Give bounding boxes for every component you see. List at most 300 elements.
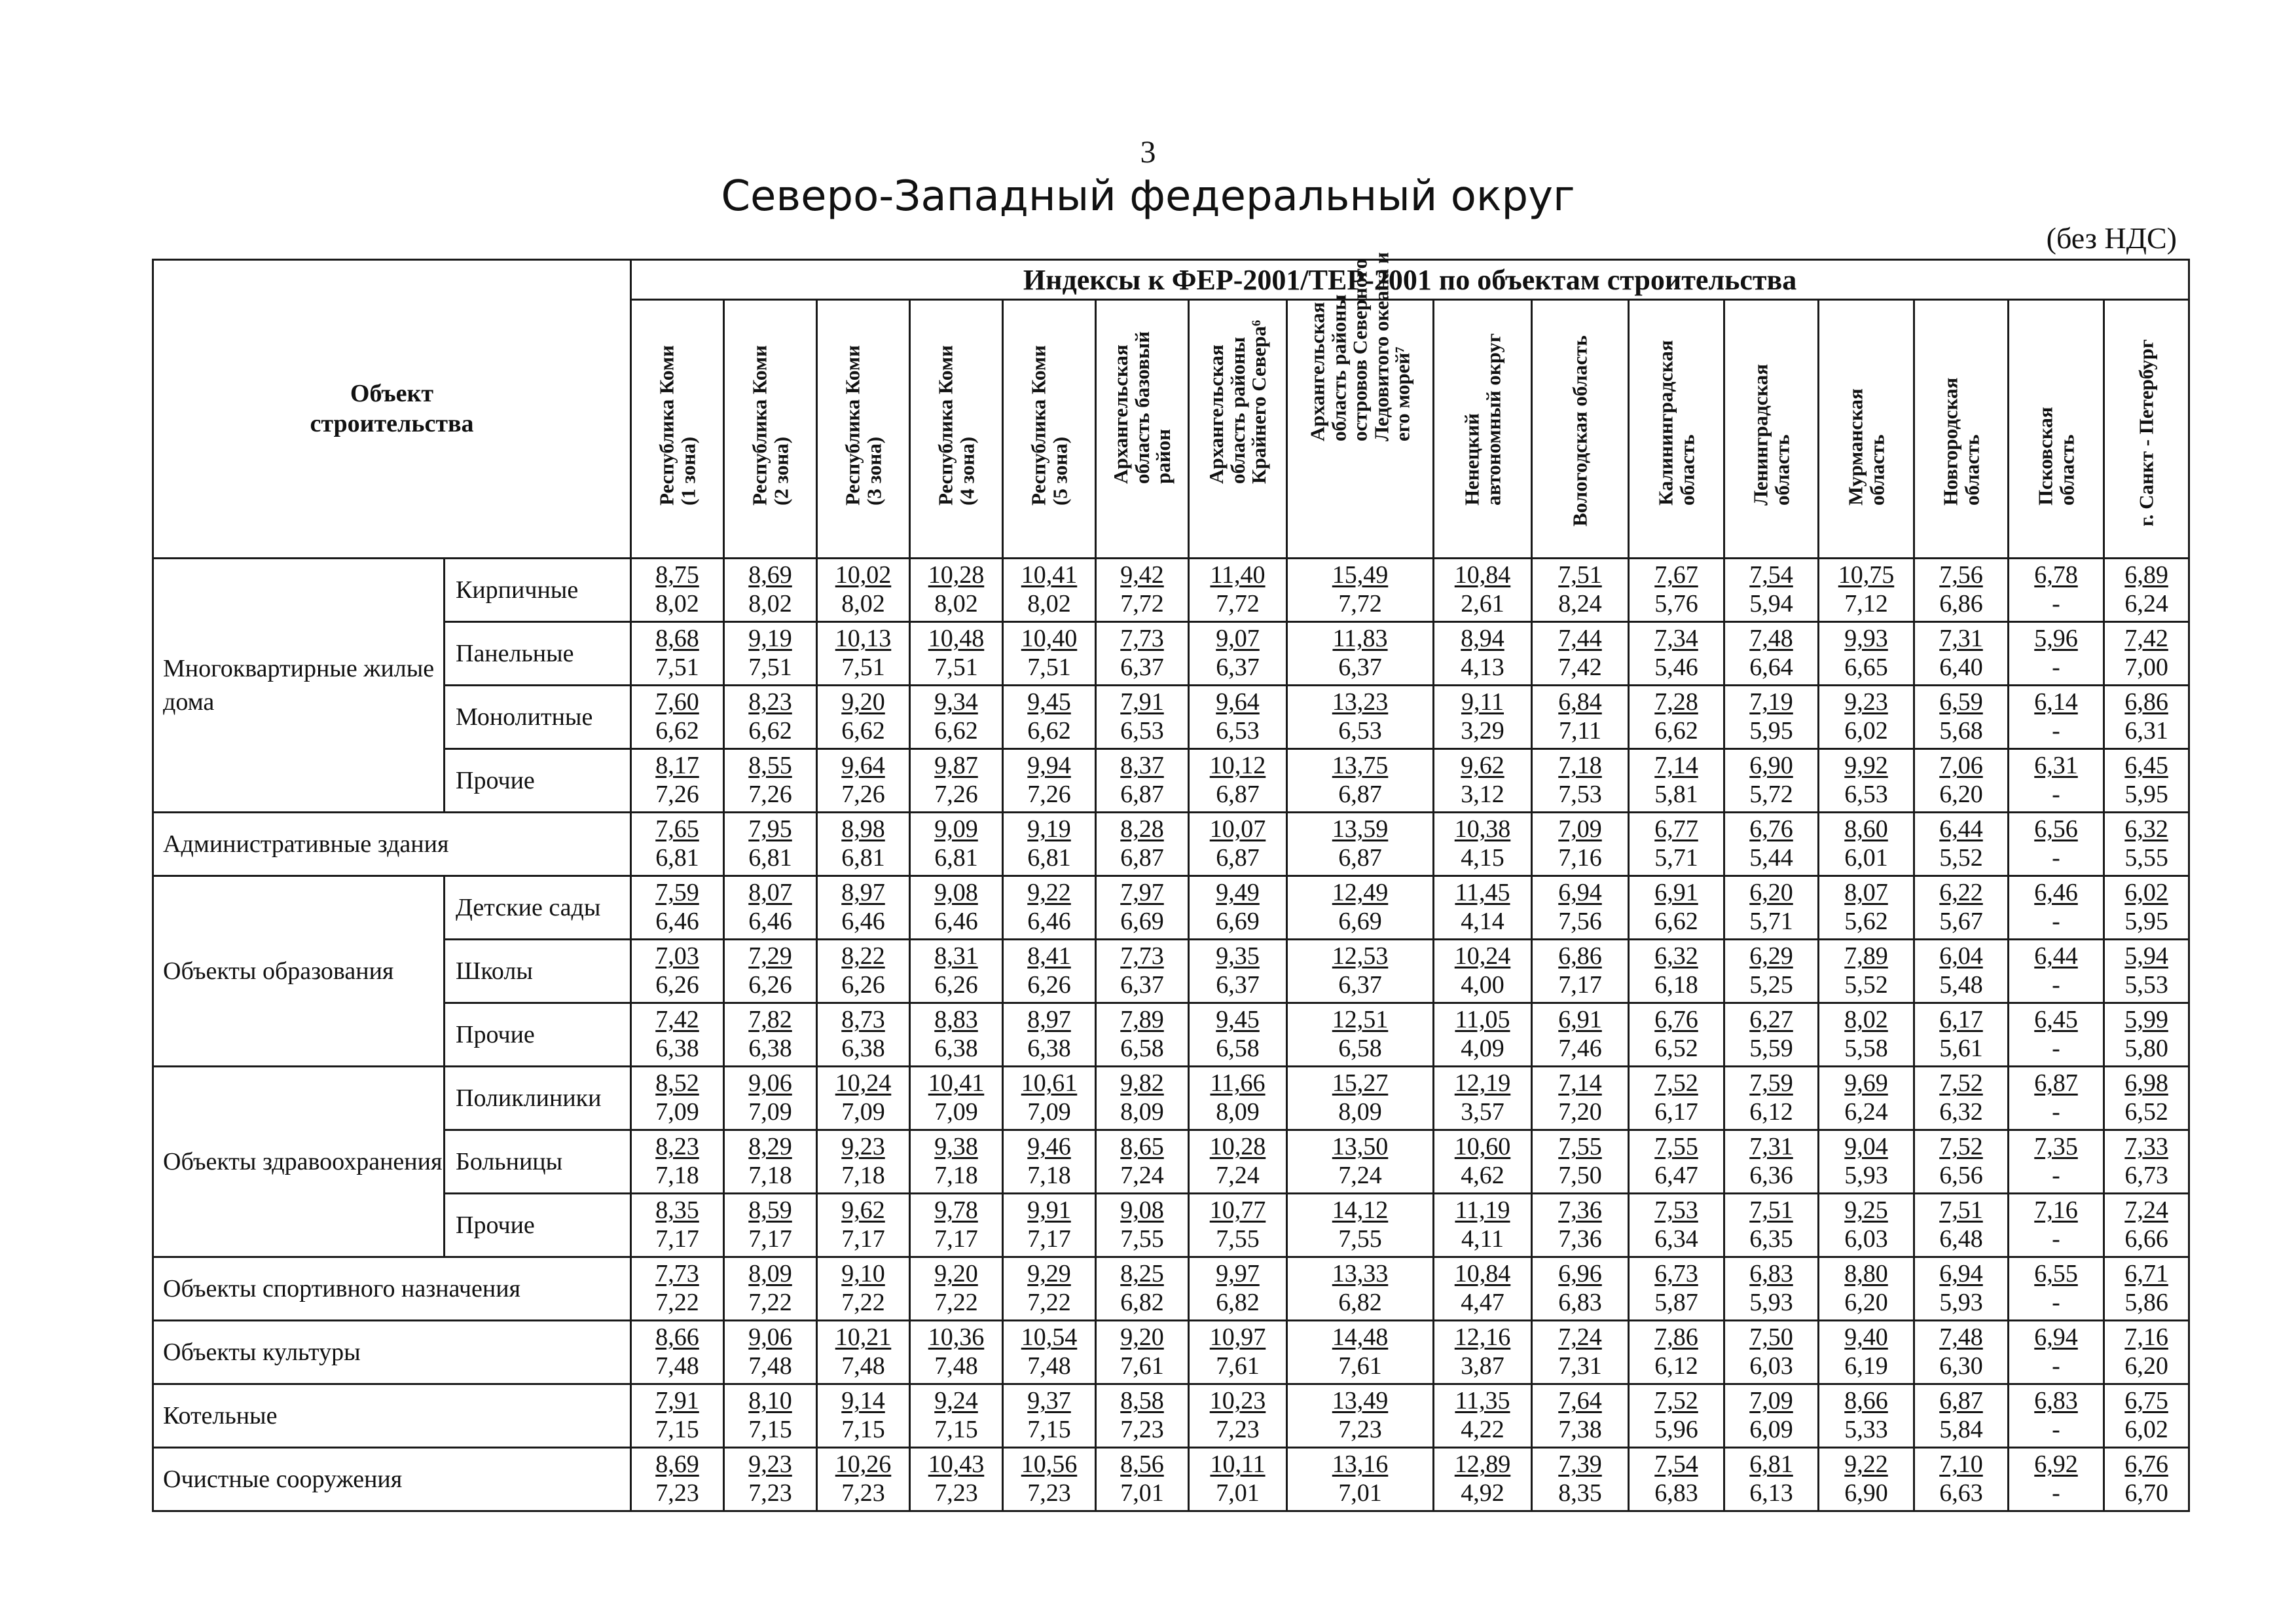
- index-value-bottom: 7,01: [1120, 1479, 1164, 1507]
- index-value-top: 8,58: [1120, 1387, 1164, 1415]
- index-value-top: 9,19: [1027, 815, 1071, 843]
- index-cell: [2104, 1257, 2189, 1321]
- index-value-bottom: 6,53: [1844, 781, 1888, 808]
- index-cell: [1003, 686, 1096, 749]
- index-cell: [2009, 686, 2104, 749]
- index-value-top: 10,07: [1209, 815, 1266, 843]
- index-value-top: 5,99: [2124, 1006, 2168, 1034]
- index-value-top: 7,18: [1558, 752, 1602, 780]
- index-value-bottom: -: [2052, 1225, 2060, 1253]
- index-value-bottom: 7,55: [1216, 1225, 1260, 1253]
- index-value-bottom: 7,24: [1120, 1162, 1164, 1189]
- index-cell: [1096, 813, 1189, 876]
- index-value-top: 9,20: [1120, 1323, 1164, 1352]
- index-cell: [817, 1067, 910, 1130]
- region-name-line: (1 зона): [676, 436, 699, 506]
- index-cell: [910, 1321, 1003, 1384]
- index-value-bottom: 6,62: [1654, 908, 1698, 935]
- index-value-top: 6,75: [2124, 1387, 2168, 1415]
- index-value-top: 15,49: [1332, 561, 1389, 589]
- index-value-bottom: -: [2052, 1098, 2060, 1126]
- region-column-header: [1096, 300, 1189, 559]
- table-row: [153, 1257, 2189, 1321]
- index-cell: [1003, 1067, 1096, 1130]
- index-value-bottom: -: [2052, 1162, 2060, 1189]
- index-cell: [2104, 686, 2189, 749]
- index-value-bottom: 7,17: [655, 1225, 699, 1253]
- index-cell: [817, 1257, 910, 1321]
- index-value-bottom: -: [2052, 590, 2060, 618]
- index-value-top: 8,02: [1844, 1006, 1888, 1034]
- index-cell: [1819, 559, 1914, 622]
- index-value-top: 6,84: [1558, 688, 1602, 716]
- index-value-top: 9,64: [1216, 688, 1260, 716]
- index-value-bottom: 6,09: [1749, 1416, 1793, 1443]
- index-value-top: 7,06: [1939, 752, 1983, 780]
- index-cell: [1724, 1384, 1819, 1448]
- region-name-line: Крайнего Севера⁶: [1247, 320, 1270, 485]
- region-column-header: [1819, 300, 1914, 559]
- index-value-bottom: -: [2052, 971, 2060, 999]
- index-cell: [817, 1448, 910, 1511]
- index-cell: [631, 1384, 724, 1448]
- index-cell: [1532, 1448, 1629, 1511]
- index-value-bottom: 6,37: [1120, 971, 1164, 999]
- region-name: [1569, 336, 1591, 527]
- index-value-top: 7,59: [1749, 1069, 1793, 1098]
- index-cell: [1724, 1067, 1819, 1130]
- index-value-bottom: 6,63: [1939, 1479, 1983, 1507]
- index-value-bottom: 8,02: [655, 590, 699, 618]
- object-label: Очистные сооружения: [153, 1448, 631, 1511]
- index-cell: [910, 876, 1003, 940]
- index-cell: [1532, 1384, 1629, 1448]
- index-value-top: 6,86: [1558, 942, 1602, 970]
- index-cell: [724, 1257, 817, 1321]
- index-value-top: 12,89: [1454, 1450, 1511, 1479]
- index-cell: [724, 1130, 817, 1194]
- index-value-top: 10,84: [1454, 1260, 1511, 1288]
- index-value-top: 10,21: [835, 1323, 892, 1352]
- index-value-top: 6,94: [2034, 1323, 2078, 1352]
- index-value-bottom: 7,17: [748, 1225, 792, 1253]
- index-value-bottom: 6,37: [1338, 971, 1382, 999]
- index-value-bottom: 7,18: [1027, 1162, 1071, 1189]
- index-value-bottom: 6,35: [1749, 1225, 1793, 1253]
- region-name-line: Ленинградская: [1748, 363, 1772, 506]
- index-value-bottom: 7,23: [1216, 1416, 1260, 1443]
- index-cell: [631, 1194, 724, 1257]
- index-value-top: 6,83: [1749, 1260, 1793, 1288]
- region-name-line: Ледовитого океана и: [1369, 252, 1393, 442]
- index-cell: [1096, 940, 1189, 1003]
- index-value-top: 7,86: [1654, 1323, 1698, 1352]
- index-value-bottom: 7,17: [1027, 1225, 1071, 1253]
- index-value-bottom: 5,48: [1939, 971, 1983, 999]
- index-value-bottom: 2,61: [1461, 590, 1504, 618]
- region-name-line: Псковская: [2033, 407, 2056, 506]
- index-value-top: 6,89: [2124, 561, 2168, 589]
- index-value-top: 7,67: [1654, 561, 1698, 589]
- index-cell: [1287, 1384, 1434, 1448]
- index-value-top: 7,35: [2034, 1133, 2078, 1161]
- index-value-bottom: 7,50: [1558, 1162, 1602, 1189]
- region-name: [1206, 320, 1270, 484]
- index-cell: [2009, 1257, 2104, 1321]
- index-cell: [1189, 686, 1287, 749]
- index-value-top: 10,23: [1209, 1387, 1266, 1415]
- index-value-bottom: 6,87: [1120, 781, 1164, 808]
- index-value-top: 6,98: [2124, 1069, 2168, 1098]
- index-value-top: 7,73: [1120, 625, 1164, 653]
- index-cell: [2009, 813, 2104, 876]
- index-value-bottom: 6,83: [1558, 1289, 1602, 1316]
- index-cell: [1532, 1003, 1629, 1067]
- index-value-bottom: 7,23: [748, 1479, 792, 1507]
- index-value-bottom: 7,17: [841, 1225, 885, 1253]
- index-value-top: 10,61: [1021, 1069, 1078, 1098]
- region-name-line: (5 зона): [1048, 436, 1071, 506]
- index-cell: [1287, 686, 1434, 749]
- index-value-bottom: 7,22: [1027, 1289, 1071, 1316]
- region-name-line: Калининградская: [1653, 340, 1677, 506]
- index-value-top: 8,97: [841, 879, 885, 907]
- index-value-bottom: 7,17: [1558, 971, 1602, 999]
- group-label: Многоквартирные жилые дома: [153, 559, 445, 813]
- index-cell: [631, 1257, 724, 1321]
- index-cell: [1189, 1257, 1287, 1321]
- index-value-bottom: 7,15: [748, 1416, 792, 1443]
- index-value-bottom: 8,02: [1027, 590, 1071, 618]
- index-value-bottom: 6,19: [1844, 1352, 1888, 1380]
- index-value-top: 8,52: [655, 1069, 699, 1098]
- region-column-header: [1189, 300, 1287, 559]
- index-value-bottom: 7,09: [748, 1098, 792, 1126]
- index-cell: [1434, 876, 1532, 940]
- index-value-bottom: 6,24: [1844, 1098, 1888, 1126]
- index-value-top: 7,54: [1654, 1450, 1698, 1479]
- region-name-line: Республика Коми: [654, 345, 678, 506]
- index-cell: [1096, 749, 1189, 813]
- index-cell: [724, 940, 817, 1003]
- index-value-bottom: 6,26: [655, 971, 699, 999]
- index-value-bottom: 6,20: [1844, 1289, 1888, 1316]
- index-value-bottom: 7,26: [655, 781, 699, 808]
- object-label: Административные здания: [153, 813, 631, 876]
- index-cell: [631, 1321, 724, 1384]
- index-value-bottom: 7,24: [1338, 1162, 1382, 1189]
- index-cell: [1914, 1194, 2009, 1257]
- index-value-bottom: 7,09: [655, 1098, 699, 1126]
- index-value-top: 6,76: [1749, 815, 1793, 843]
- index-value-top: 13,75: [1332, 752, 1389, 780]
- index-value-bottom: 6,46: [1027, 908, 1071, 935]
- index-value-top: 7,42: [655, 1006, 699, 1034]
- index-cell: [1629, 749, 1724, 813]
- index-value-top: 6,45: [2034, 1006, 2078, 1034]
- index-cell: [910, 1257, 1003, 1321]
- index-cell: [910, 1194, 1003, 1257]
- index-value-top: 13,59: [1332, 815, 1389, 843]
- region-name-line: область: [1675, 434, 1698, 506]
- index-cell: [1189, 876, 1287, 940]
- index-value-top: 14,48: [1332, 1323, 1389, 1352]
- index-cell: [724, 622, 817, 686]
- index-cell: [1724, 940, 1819, 1003]
- index-value-top: 11,05: [1455, 1006, 1510, 1034]
- index-value-top: 7,54: [1749, 561, 1793, 589]
- index-value-top: 7,51: [1749, 1196, 1793, 1225]
- index-cell: [817, 940, 910, 1003]
- index-value-top: 7,65: [655, 815, 699, 843]
- index-cell: [1003, 1448, 1096, 1511]
- index-cell: [1003, 1003, 1096, 1067]
- region-name-line: район: [1151, 429, 1175, 485]
- index-value-bottom: 5,93: [1749, 1289, 1793, 1316]
- index-value-bottom: 6,62: [1027, 717, 1071, 745]
- subtype-label: Прочие: [445, 1194, 631, 1257]
- index-cell: [1434, 1321, 1532, 1384]
- index-value-bottom: 6,87: [1120, 844, 1164, 872]
- index-cell: [1434, 622, 1532, 686]
- region-column-header: [631, 300, 724, 559]
- subtype-label: Прочие: [445, 1003, 631, 1067]
- index-cell: [910, 622, 1003, 686]
- index-value-top: 6,44: [2034, 942, 2078, 970]
- index-value-bottom: 7,12: [1844, 590, 1888, 618]
- index-value-bottom: 7,48: [841, 1352, 885, 1380]
- index-cell: [1532, 1257, 1629, 1321]
- index-cell: [1003, 1130, 1096, 1194]
- index-value-top: 11,40: [1210, 561, 1266, 589]
- index-value-bottom: 7,51: [748, 654, 792, 681]
- index-value-top: 9,24: [934, 1387, 978, 1415]
- index-cell: [1434, 1194, 1532, 1257]
- index-value-bottom: 5,61: [1939, 1035, 1983, 1062]
- index-cell: [1914, 940, 2009, 1003]
- index-cell: [817, 622, 910, 686]
- index-cell: [724, 1003, 817, 1067]
- index-value-top: 7,10: [1939, 1450, 1983, 1479]
- index-value-top: 13,49: [1332, 1387, 1389, 1415]
- index-value-top: 9,04: [1844, 1133, 1888, 1161]
- index-cell: [1914, 686, 2009, 749]
- index-value-top: 9,35: [1216, 942, 1260, 970]
- index-value-top: 9,92: [1844, 752, 1888, 780]
- index-value-bottom: 7,42: [1558, 654, 1602, 681]
- index-value-bottom: 5,84: [1939, 1416, 1983, 1443]
- index-value-bottom: 6,26: [934, 971, 978, 999]
- index-value-top: 8,73: [841, 1006, 885, 1034]
- index-cell: [2104, 559, 2189, 622]
- index-value-bottom: 6,62: [841, 717, 885, 745]
- index-cell: [1096, 559, 1189, 622]
- table-row: [153, 1448, 2189, 1511]
- index-value-bottom: 6,20: [2124, 1352, 2168, 1380]
- index-value-top: 10,11: [1210, 1450, 1266, 1479]
- index-cell: [1096, 1448, 1189, 1511]
- index-value-bottom: 5,95: [1749, 717, 1793, 745]
- index-value-bottom: 7,51: [655, 654, 699, 681]
- index-cell: [2009, 1130, 2104, 1194]
- index-value-bottom: 7,24: [1216, 1162, 1260, 1189]
- index-value-top: 6,55: [2034, 1260, 2078, 1288]
- index-value-bottom: 5,55: [2124, 844, 2168, 872]
- index-value-bottom: 7,23: [1120, 1416, 1164, 1443]
- index-value-bottom: 8,24: [1558, 590, 1602, 618]
- index-cell: [1629, 940, 1724, 1003]
- index-value-top: 8,66: [655, 1323, 699, 1352]
- region-name-line: Мурманская: [1843, 388, 1867, 506]
- index-value-top: 9,37: [1027, 1387, 1071, 1415]
- subtype-label: Школы: [445, 940, 631, 1003]
- index-value-bottom: 6,90: [1844, 1479, 1888, 1507]
- index-value-bottom: 8,09: [1338, 1098, 1382, 1126]
- index-value-top: 9,08: [1120, 1196, 1164, 1225]
- index-value-bottom: 5,94: [1749, 590, 1793, 618]
- index-value-bottom: 6,56: [1939, 1162, 1983, 1189]
- subtype-label: Поликлиники: [445, 1067, 631, 1130]
- region-column-header: [1914, 300, 2009, 559]
- index-value-top: 8,25: [1120, 1260, 1164, 1288]
- index-value-top: 7,24: [1558, 1323, 1602, 1352]
- index-value-bottom: 5,81: [1654, 781, 1698, 808]
- subtype-label: Панельные: [445, 622, 631, 686]
- index-value-bottom: 7,09: [934, 1098, 978, 1126]
- index-cell: [724, 1194, 817, 1257]
- index-value-bottom: 4,92: [1461, 1479, 1504, 1507]
- index-cell: [1287, 559, 1434, 622]
- index-cell: [631, 1003, 724, 1067]
- index-value-top: 9,46: [1027, 1133, 1071, 1161]
- table-row: [153, 940, 2189, 1003]
- index-value-top: 9,23: [841, 1133, 885, 1161]
- index-value-top: 10,26: [835, 1450, 892, 1479]
- index-value-top: 9,62: [1461, 752, 1504, 780]
- index-value-top: 8,75: [655, 561, 699, 589]
- index-cell: [1287, 1003, 1434, 1067]
- index-value-bottom: 7,51: [934, 654, 978, 681]
- index-cell: [2009, 940, 2104, 1003]
- index-value-bottom: 6,26: [1027, 971, 1071, 999]
- index-value-bottom: -: [2052, 844, 2060, 872]
- index-cell: [2104, 622, 2189, 686]
- index-value-top: 9,22: [1844, 1450, 1888, 1479]
- index-cell: [1914, 559, 2009, 622]
- index-value-bottom: 7,26: [841, 781, 885, 808]
- index-value-bottom: 6,58: [1120, 1035, 1164, 1062]
- subtype-label: Прочие: [445, 749, 631, 813]
- index-value-top: 9,45: [1027, 688, 1071, 716]
- region-column-header: [1629, 300, 1724, 559]
- region-column-header: [1434, 300, 1532, 559]
- index-value-top: 7,89: [1120, 1006, 1164, 1034]
- index-value-bottom: 6,81: [841, 844, 885, 872]
- index-value-top: 6,31: [2034, 752, 2078, 780]
- index-value-bottom: 6,47: [1654, 1162, 1698, 1189]
- index-cell: [1096, 686, 1189, 749]
- index-value-bottom: 6,62: [934, 717, 978, 745]
- index-cell: [1096, 1130, 1189, 1194]
- index-value-top: 6,86: [2124, 688, 2168, 716]
- index-value-bottom: 7,36: [1558, 1225, 1602, 1253]
- index-cell: [2009, 1384, 2104, 1448]
- index-value-top: 9,42: [1120, 561, 1164, 589]
- index-value-bottom: 6,52: [2124, 1098, 2168, 1126]
- index-value-top: 9,06: [748, 1069, 792, 1098]
- index-value-bottom: 7,51: [841, 654, 885, 681]
- index-cell: [1532, 622, 1629, 686]
- index-value-bottom: 6,30: [1939, 1352, 1983, 1380]
- index-cell: [1724, 1003, 1819, 1067]
- index-value-top: 8,23: [655, 1133, 699, 1161]
- index-value-bottom: 7,26: [934, 781, 978, 808]
- index-value-top: 7,97: [1120, 879, 1164, 907]
- index-cell: [1003, 876, 1096, 940]
- index-cell: [910, 749, 1003, 813]
- object-column-header: [153, 260, 631, 559]
- index-cell: [2104, 1384, 2189, 1448]
- index-cell: [1819, 1321, 1914, 1384]
- region-name-line: (2 зона): [769, 436, 792, 506]
- index-value-top: 9,23: [1844, 688, 1888, 716]
- index-cell: [1096, 1003, 1189, 1067]
- index-value-top: 8,23: [748, 688, 792, 716]
- index-cell: [2104, 1194, 2189, 1257]
- index-cell: [1189, 940, 1287, 1003]
- index-value-bottom: 6,86: [1939, 590, 1983, 618]
- index-value-bottom: 7,18: [655, 1162, 699, 1189]
- index-cell: [1914, 1067, 2009, 1130]
- index-cell: [2009, 1448, 2104, 1511]
- index-value-top: 8,17: [655, 752, 699, 780]
- object-label: Котельные: [153, 1384, 631, 1448]
- index-value-bottom: 6,32: [1939, 1098, 1983, 1126]
- index-value-bottom: 6,53: [1216, 717, 1260, 745]
- index-value-bottom: 5,46: [1654, 654, 1698, 681]
- index-cell: [1003, 749, 1096, 813]
- index-value-bottom: 6,46: [934, 908, 978, 935]
- index-value-top: 8,94: [1461, 625, 1504, 653]
- region-column-header: [2009, 300, 2104, 559]
- index-value-bottom: 7,31: [1558, 1352, 1602, 1380]
- index-cell: [1434, 1067, 1532, 1130]
- index-cell: [2009, 876, 2104, 940]
- index-value-bottom: 6,17: [1654, 1098, 1698, 1126]
- region-name-line: Архангельская: [1204, 344, 1228, 485]
- index-value-top: 9,22: [1027, 879, 1071, 907]
- index-value-top: 7,91: [1120, 688, 1164, 716]
- index-value-top: 7,50: [1749, 1323, 1793, 1352]
- index-value-bottom: 6,46: [655, 908, 699, 935]
- index-value-top: 7,42: [2124, 625, 2168, 653]
- index-value-top: 7,16: [2124, 1323, 2168, 1352]
- index-cell: [1629, 876, 1724, 940]
- index-cell: [1287, 1321, 1434, 1384]
- index-cell: [817, 1003, 910, 1067]
- index-cell: [1434, 1003, 1532, 1067]
- region-column-header: [1287, 252, 1434, 559]
- index-value-top: 8,83: [934, 1006, 978, 1034]
- index-value-top: 6,29: [1749, 942, 1793, 970]
- index-cell: [1096, 1321, 1189, 1384]
- index-value-top: 6,59: [1939, 688, 1983, 716]
- index-value-bottom: 6,34: [1654, 1225, 1698, 1253]
- index-value-bottom: 7,18: [934, 1162, 978, 1189]
- index-cell: [631, 1448, 724, 1511]
- index-value-top: 6,91: [1654, 879, 1698, 907]
- region-name: [1110, 331, 1175, 484]
